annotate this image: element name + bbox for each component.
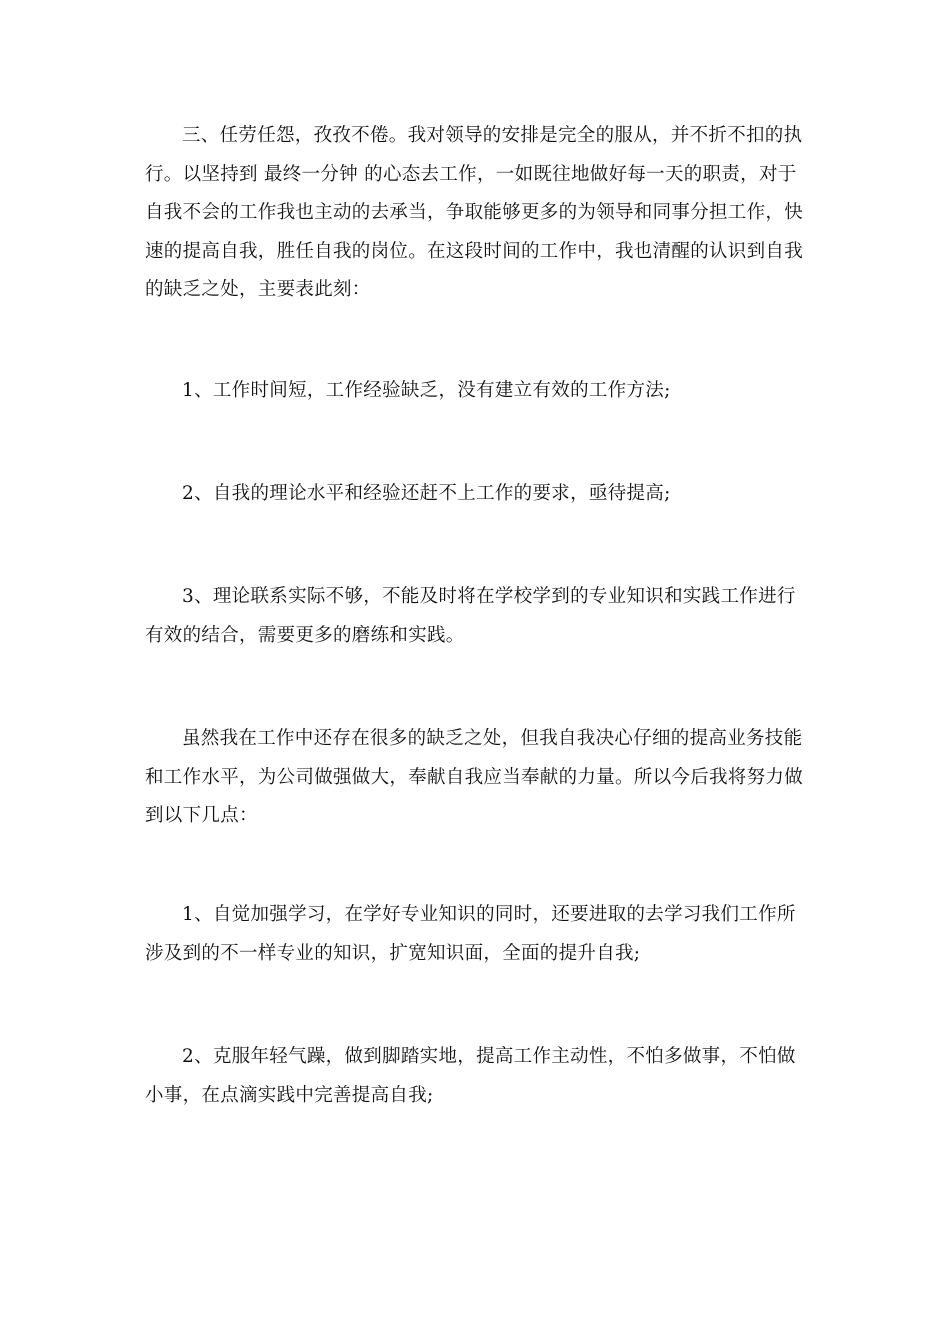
paragraph-plan-2: 2、克服年轻气躁，做到脚踏实地，提高工作主动性，不怕多做事，不怕做小事，在点滴实践中完善提高自我;: [145, 1046, 796, 1106]
paragraph-plan-1: 1、自觉加强学习，在学好专业知识的同时，还要进取的去学习我们工作所涉及到的不一样专业的知识，扩宽知识面，全面的提升自我;: [145, 904, 796, 964]
paragraph-shortcoming-3: 3、理论联系实际不够，不能及时将在学校学到的专业知识和实践工作进行有效的结合，需要更多的磨练和实践。: [145, 586, 796, 646]
paragraph-shortcoming-2: 2、自我的理论水平和经验还赶不上工作的要求，亟待提高;: [182, 483, 671, 504]
paragraph-improvement-intro: 虽然我在工作中还存在很多的缺乏之处，但我自我决心仔细的提高业务技能和工作水平，为公司做强做大，奉献自我应当奉献的力量。所以今后我将努力做到以下几点：: [145, 728, 804, 826]
paragraph-work-attitude: 三、任劳任怨，孜孜不倦。我对领导的安排是完全的服从，并不折不扣的执行。以坚持到 最终一分钟 的心态去工作，一如既往地做好每一天的职责，对于自我不会的工作我也主动的去承当，争取能够更多的为领导和同事分担工作，快速的提高自我，胜任自我的岗位。在这段时间的工作中，我也清醒的认识到自我的缺乏之处，主要表此刻：: [145, 125, 804, 300]
paragraph-shortcoming-1: 1、工作时间短，工作经验缺乏，没有建立有效的工作方法;: [182, 380, 671, 401]
